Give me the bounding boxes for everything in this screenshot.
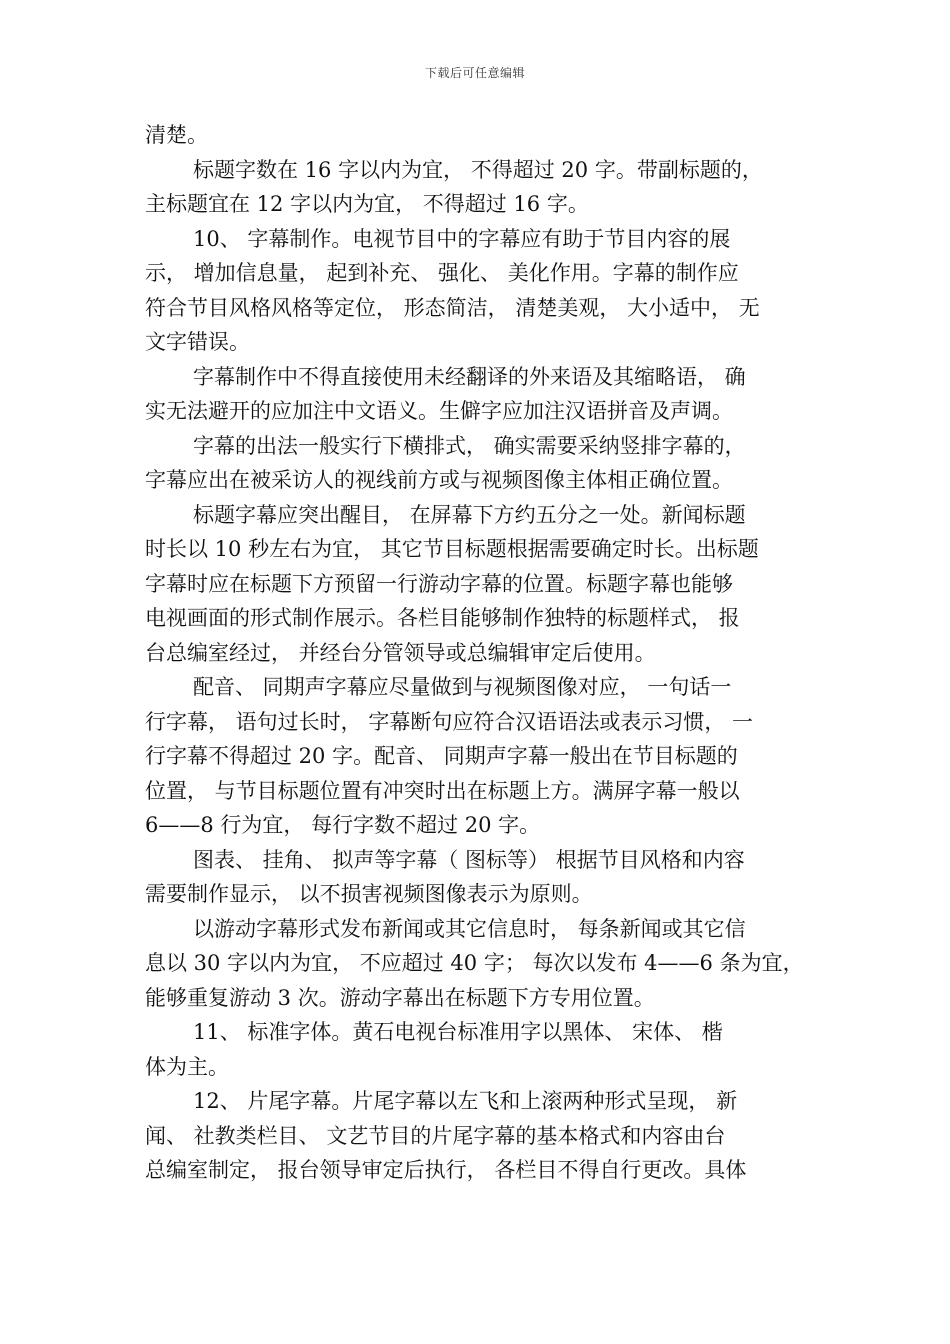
text-line: 主标题宜在 12 字以内为宜， 不得超过 16 字。 [145, 192, 589, 216]
page-header-note: 下载后可任意编辑 [424, 66, 525, 80]
text-line: 10、 字幕制作。电视节目中的字幕应有助于节目内容的展 [193, 226, 731, 251]
text-line: 台总编室经过， 并经台分管领导或总编辑审定后使用。 [145, 640, 656, 665]
text-line: 12、 片尾字幕。片尾字幕以左飞和上滚两种形式呈现， 新 [193, 1089, 738, 1113]
text-line: 图表、 挂角、 拟声等字幕（ 图标等） 根据节目风格和内容 [193, 847, 745, 872]
text-line: 字幕应出在被采访人的视线前方或与视频图像主体相正确位置。 [145, 468, 733, 492]
text-line: 息以 30 字以内为宜， 不应超过 40 字； 每次以发布 4——6 条为宜， [145, 951, 804, 975]
text-line: 行字幕不得超过 20 字。配音、 同期声字幕一般出在节目标题的 [145, 744, 738, 768]
text-line: 字幕的出法一般实行下横排式， 确实需要采纳竖排字幕的， [193, 433, 746, 458]
text-line: 字幕制作中不得直接使用未经翻译的外来语及其缩略语， 确 [193, 364, 746, 389]
text-line: 体为主。 [145, 1054, 229, 1079]
document-body [145, 118, 811, 1188]
text-line: 闻、 社教类栏目、 文艺节目的片尾字幕的基本格式和内容由台 [145, 1123, 726, 1148]
text-line: 清楚。 [145, 123, 208, 147]
text-line: 需要制作显示， 以不损害视频图像表示为原则。 [145, 882, 593, 906]
text-line: 位置， 与节目标题位置有冲突时出在标题上方。满屏字幕一般以 [145, 778, 740, 803]
text-line: 标题字数在 16 字以内为宜， 不得超过 20 字。带副标题的， [193, 157, 763, 182]
text-line: 能够重复游动 3 次。游动字幕出在标题下方专用位置。 [145, 985, 655, 1010]
text-line: 示， 增加信息量， 起到补充、 强化、 美化作用。字幕的制作应 [145, 261, 739, 285]
text-line: 以游动字幕形式发布新闻或其它信息时， 每条新闻或其它信 [193, 916, 746, 941]
text-line: 行字幕， 语句过长时， 字幕断句应符合汉语语法或表示习惯， 一 [145, 709, 754, 734]
text-line: 标题字幕应突出醒目， 在屏幕下方约五分之一处。新闻标题 [193, 502, 746, 527]
text-line: 11、 标准字体。黄石电视台标准用字以黑体、 宋体、 楷 [193, 1020, 723, 1044]
text-line: 字幕时应在标题下方预留一行游动字幕的位置。标题字幕也能够 [145, 571, 733, 596]
text-line: 符合节目风格风格等定位， 形态简洁， 清楚美观， 大小适中， 无 [145, 295, 760, 320]
text-line: 实无法避开的应加注中文语义。生僻字应加注汉语拼音及声调。 [145, 399, 733, 423]
text-line: 6——8 行为宜， 每行字数不超过 20 字。 [145, 813, 541, 837]
text-line: 电视画面的形式制作展示。各栏目能够制作独特的标题样式， 报 [145, 606, 740, 630]
text-line: 配音、 同期声字幕应尽量做到与视频图像对应， 一句话一 [193, 675, 732, 699]
text-line: 总编室制定， 报台领导审定后执行， 各栏目不得自行更改。具体 [145, 1158, 747, 1182]
text-line: 时长以 10 秒左右为宜， 其它节目标题根据需要确定时长。出标题 [145, 537, 759, 561]
text-line: 文字错误。 [145, 330, 250, 354]
